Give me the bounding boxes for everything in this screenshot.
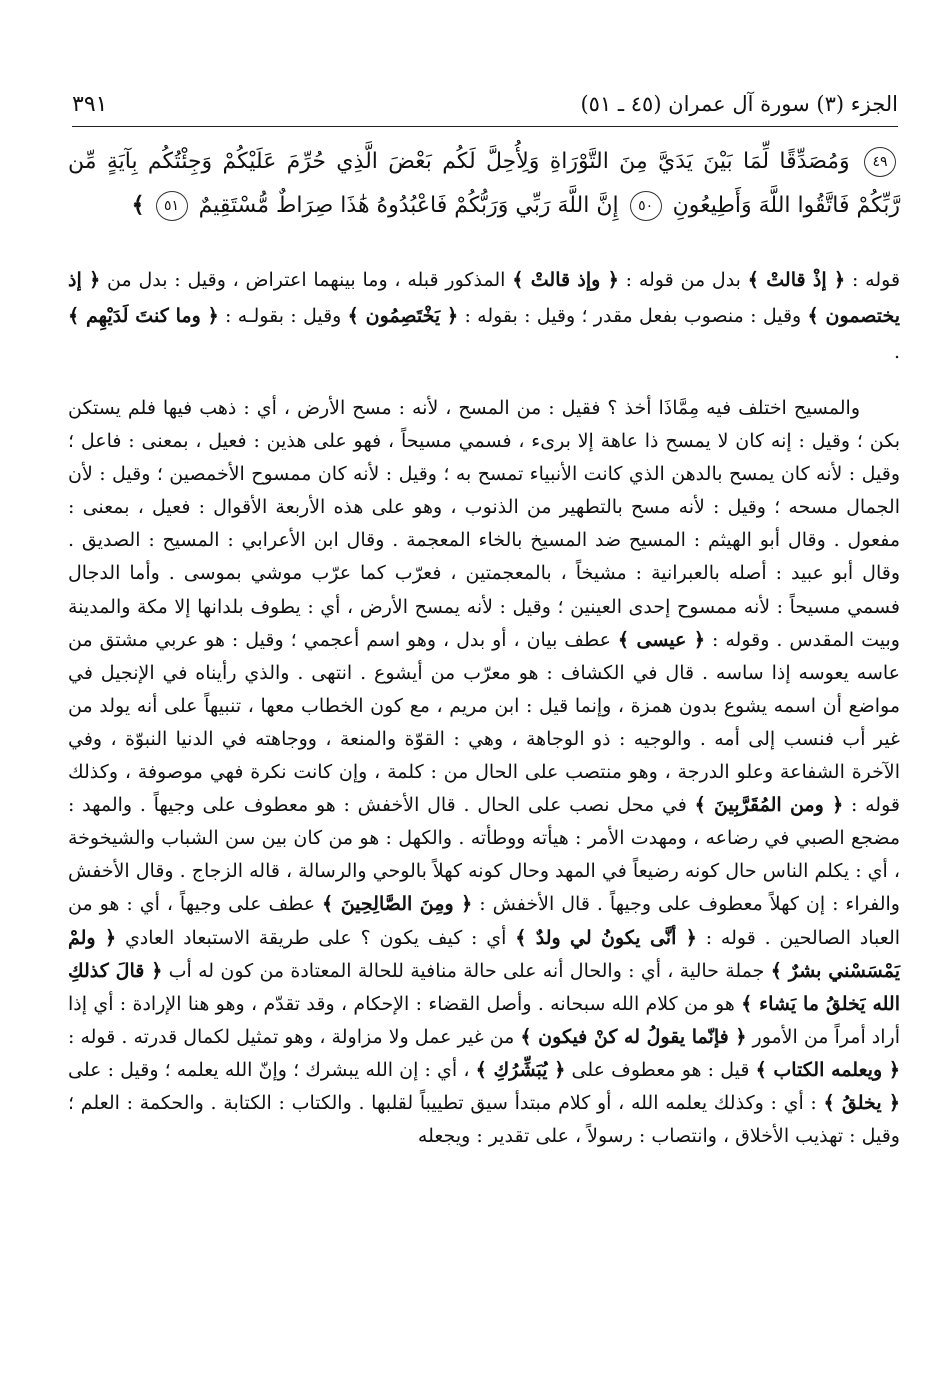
text-run: المذكور قبله ، وما بينهما اعتراض ، وقيل : بدل من	[107, 269, 506, 291]
page-header	[72, 86, 898, 127]
text-run: عطف بيان ، أو بدل ، وهو اسم أعجمي ؛ وقيل : هو عربي مشتق من عاسه يعوسه إذا ساسه . قال في الكشاف : هو معرّب من أيشوع . انتهى . والذي رأيناه في الإنجيل في مواضع أن اسمه يشوع بدون همزة ، وإنما قيل : ابن مريم ، مع كون الخطاب معها ، تنبيهاً على أنه يولد من غير أب فنسب إلى أمه . والوجيه : ذو الوجاهة ، وهي : القوّة والمنعة ، ووجاهته في الدنيا النبوّة ، وفي الآخرة الشفاعة وعلو الدرجة ، وهو منتصب على الحال من : كلمة ، وإن كانت نكرة فهي موصوفة ، وكذلك قوله :	[68, 628, 901, 817]
text-run: من غير عمل ولا مزاولة ، وهو تمثيل لكمال قدرته . قوله :	[68, 1025, 515, 1048]
quran-quote: ﴿ يَخْتَصِمُون ﴾	[347, 305, 459, 327]
quran-quote: ﴿ وإذ قالتْ ﴾	[512, 269, 619, 291]
quran-quote: ﴿ يخلقُ ﴾	[823, 1091, 900, 1114]
text-run: وقيل : منصوب بفعل مقدر ؛ وقيل : بقوله :	[464, 305, 802, 327]
quran-quote: ﴿ فإنّما يقولُ له كنْ فيكون ﴾	[520, 1025, 747, 1048]
commentary-paragraph-1	[68, 262, 900, 372]
closing-bracket: ﴾	[131, 193, 145, 218]
text-run: بدل من قوله :	[625, 269, 741, 291]
quran-verses	[68, 140, 900, 230]
quran-quote: ﴿ يُبَشِّرُكِ ﴾	[475, 1058, 566, 1081]
text-run: والمسيح اختلف فيه مِمَّاذَا أخذ ؟ فقيل : من المسح ، لأنه : مسح الأرض ، أي : ذهب فيها فلم يستكن بكن ؛ وقيل : إنه كان لا يمسح ذا عاهة إلا برىء ، فسمي مسيحاً ، فهو على هذين : فعيل ، بمعنى : فاعل ؛ وقيل : لأنه كان يمسح بالدهن الذي كانت الأنبياء تمسح به ؛ وقيل : لأنه كان ممسوح الأخمصين ؛ وقيل : لأن الجمال مسحه ؛ وقيل : لأنه مسح بالتطهير من الذنوب ، وهو على هذه الأربعة الأقوال : فعيل ، بمعنى : مفعول . وقال أبو الهيثم : المسيح ضد المسيخ بالخاء المعجمة . وقال ابن الأعرابي : المسيح : الصديق . وقال أبو عبيد : أصله بالعبرانية : مشيخاً ، بالمعجمتين ، فعرّب كما عرّب موشي بموسى . وأما الدجال فسمي مسيحاً : لأنه ممسوح إحدى العينين ؛ وقيل : لأنه يمسح الأرض ، أي : يطوف بلدانها إلا مكة والمدينة وبيت المقدس . وقوله :	[68, 397, 900, 651]
quran-quote: ﴿ إذْ قالتْ ﴾	[747, 269, 846, 291]
text-run: في محل نصب على الحال . قال الأخفش : هو معطوف على وجيهاً . والمهد : مضجع الصبي في رضاعه ، ومهدت الأمر : هيأته ووطأته . والكهل : هو من كان بين سن الشباب والشيخوخة ، أي : يكلم الناس حال كونه رضيعاً في المهد وحال كونه كهلاً بالوحي والرسالة ، قاله الزجاج . وقال الأخفش والفراء : إن كهلاً معطوف على وجيهاً . قال الأخفش :	[68, 794, 900, 916]
ayah-number-51: ٥١	[156, 191, 188, 221]
commentary-paragraph-2	[68, 392, 900, 1282]
quran-quote: ﴿ عيسى ﴾	[617, 628, 706, 651]
text-run: قوله :	[851, 269, 901, 291]
quran-quote: ﴿ وما كنتَ لَدَيْهِم ﴾	[68, 305, 219, 327]
text-run: أي : كيف يكون ؟ على طريقة الاستبعاد العادي	[124, 926, 507, 949]
quran-quote: ﴿ ولمْ يَمْسَسْني بشرٌ ﴾	[68, 926, 901, 982]
quran-quote: ﴿ ويعلمه الكتاب ﴾	[755, 1058, 901, 1081]
text-run: ، أي : إن الله يبشرك ؛ وإنّ الله يعلمه ؛ وقيل : على	[68, 1058, 470, 1081]
quran-quote: ﴿ إذ يختصمون ﴾	[68, 269, 901, 327]
text-run: : أي : وكذلك يعلمه الله ، أو كلام مبتدأ سيق تطييباً لقلبها . والكتاب : الكتابة . والحكمة : العلم ؛ وقيل : تهذيب الأخلاق ، وانتصاب : رسولاً ، على تقدير : ويجعله	[68, 1091, 900, 1148]
text-run: هو من كلام الله سبحانه . وأصل القضاء : الإحكام ، وقد تقدّم ، وهو هنا الإرادة : أي إذا أراد أمراً من الأمور	[68, 992, 901, 1048]
text-run: قيل : هو معطوف على	[571, 1058, 750, 1081]
text-run: عطف على وجيهاً ، أي : هو من العباد الصالحين . قوله :	[68, 893, 901, 949]
text-run: وقيل : بقولـه :	[225, 305, 342, 327]
ayah-number-50: ٥٠	[630, 191, 662, 221]
quran-quote: ﴿ ومن المُقَرَّبِينَ ﴾	[694, 794, 844, 817]
verse-50-text: وَمُصَدِّقًا لِّمَا بَيْنَ يَدَيَّ مِنَ التَّوْرَاةِ وَلِأُحِلَّ لَكُم بَعْضَ الَّذِي حُرِّمَ عَلَيْكُمْ وَجِئْتُكُم بِآيَةٍ مِّن رَّبِّكُمْ فَاتَّقُوا اللَّهَ وَأَطِيعُونِ	[68, 149, 900, 218]
ayah-number-49: ٤٩	[864, 147, 896, 177]
page-number: ٣٩١	[72, 92, 108, 117]
running-title: الجزء (٣) سورة آل عمران (٤٥ ـ ٥١)	[580, 92, 898, 116]
quran-quote: ﴿ ومِنَ الصَّالِحِينَ ﴾	[322, 893, 473, 916]
text-run: جملة حالية ، أي : والحال أنه على حالة منافية للحالة المعتادة من كون له أب	[168, 959, 765, 982]
quran-quote: ﴿ قالَ كذلكِ الله يَخلقُ ما يَشاء ﴾	[68, 959, 900, 1015]
quran-quote: ﴿ أنَّى يكونُ لي ولدٌ ﴾	[515, 926, 697, 949]
text-run: .	[893, 341, 900, 363]
verse-51-text: إِنَّ اللَّهَ رَبِّي وَرَبُّكُمْ فَاعْبُدُوهُ هَٰذَا صِرَاطٌ مُّسْتَقِيمٌ	[198, 193, 619, 218]
